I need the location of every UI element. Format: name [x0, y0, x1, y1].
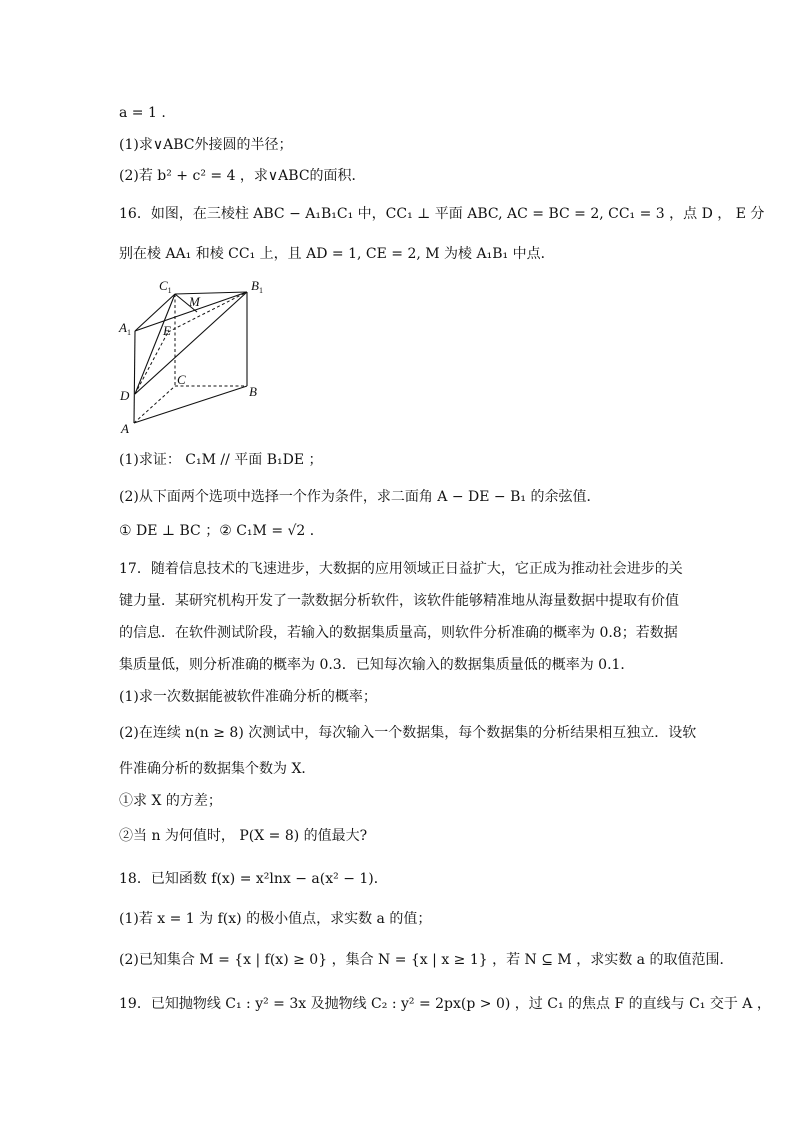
label-a1: $A_1$ [119, 320, 131, 337]
text-line: ②当 n 为何值时， P(X = 8) 的值最大? [119, 828, 368, 844]
text-line: (2)在连续 n(n ≥ 8) 次测试中，每次输入一个数据集，每个数据集的分析结果相互独立．设软 [119, 725, 697, 741]
label-e: E [163, 323, 171, 338]
question-16-line-1: 16．如图，在三棱柱 ABC − A₁B₁C₁ 中，CC₁ ⊥ 平面 ABC, AC = BC = 2, CC₁ = 3 ，点 D ， E 分 [119, 206, 765, 222]
label-d: D [120, 388, 130, 403]
text-line: 的信息．在软件测试阶段，若输入的数据集质量高，则软件分析准确的概率为 0.8；若数据 [119, 625, 678, 641]
question-19-line-1: 19．已知抛物线 C₁ : y² = 3x 及抛物线 C₂ : y² = 2px(p > 0) ，过 C₁ 的焦点 F 的直线与 C₁ 交于 A ， [119, 996, 771, 1012]
label-c: C [177, 372, 186, 387]
question-18-line-1: 18．已知函数 f(x) = x²lnx − a(x² − 1)． [119, 871, 388, 887]
text-line: (1)求证： C₁M // 平面 B₁DE ； [119, 452, 323, 468]
text-line: a = 1 . [119, 105, 166, 121]
label-b: B [249, 384, 257, 399]
label-a: A [121, 421, 129, 436]
text-line: (1)求一次数据能被软件准确分析的概率； [119, 689, 377, 705]
question-17-line-1: 17．随着信息技术的飞速进步，大数据的应用领域正日益扩大，它正成为推动社会进步的关 [119, 561, 683, 577]
text-line: (1)求∨ABC外接圆的半径； [119, 137, 293, 153]
text-line: (2)已知集合 M = {x | f(x) ≥ 0} ，集合 N = {x | x ≥ 1} ，若 N ⊆ M ，求实数 a 的取值范围． [119, 952, 734, 968]
text-line: ①求 X 的方差； [119, 793, 222, 809]
text-line: 集质量低，则分析准确的概率为 0.3．已知每次输入的数据集质量低的概率为 0.1． [119, 657, 635, 673]
text-line: 件准确分析的数据集个数为 X． [119, 761, 316, 777]
text-line: 键力量．某研究机构开发了一款数据分析软件，该软件能够精准地从海量数据中提取有价值 [119, 593, 679, 609]
label-b1: $B_1$ [251, 278, 263, 295]
prism-diagram [115, 276, 275, 438]
text-line: ① DE ⊥ BC ；② C₁M = √2 ． [119, 523, 324, 539]
question-16-line-2: 别在棱 AA₁ 和棱 CC₁ 上，且 AD = 1, CE = 2, M 为棱 A₁B₁ 中点． [119, 246, 555, 262]
label-c1: $C_1$ [159, 278, 172, 295]
text-line: (1)若 x = 1 为 f(x) 的极小值点，求实数 a 的值； [119, 911, 432, 927]
text-line: (2)若 b² + c² = 4 ，求∨ABC的面积． [119, 168, 366, 184]
text-line: (2)从下面两个选项中选择一个作为条件，求二面角 A − DE − B₁ 的余弦值． [119, 489, 601, 505]
label-m: M [189, 294, 200, 309]
